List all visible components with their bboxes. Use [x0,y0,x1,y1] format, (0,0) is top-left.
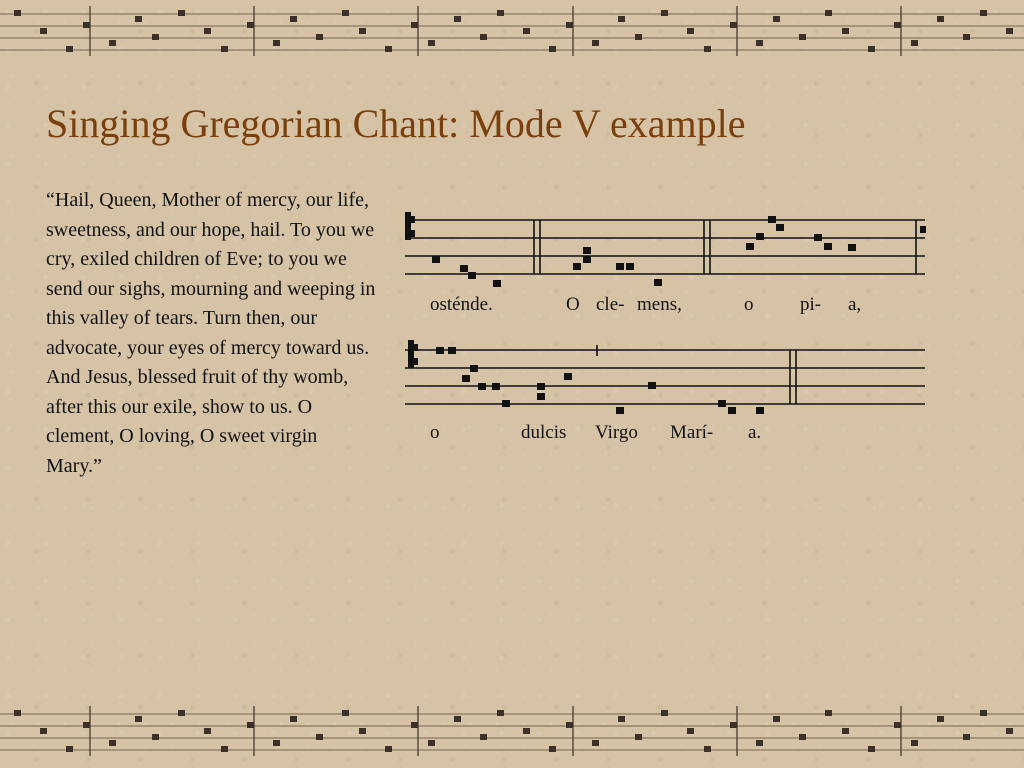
decorative-note [963,34,970,40]
salve-regina-translation: “Hail, Queen, Mother of mercy, our life, sweetness, and our hope, hail. To you we cry, exiled children of Eve; to you we send our sighs, mourning and weeping in this valley of tears. Turn then, our advocate, your eyes of mercy toward us. And Jesus, blessed fruit of thy womb, after this our exile, show to us. O clement, O loving, O sweet virgin Mary.” [46,189,376,477]
decorative-note [704,46,711,52]
decorative-note [109,740,116,746]
decorative-note [152,734,159,740]
decorative-staff-border-top [0,0,1024,68]
decorative-note [66,746,73,752]
decorative-note [523,28,530,34]
lyric-syllable: o [744,294,754,315]
decorative-note [316,734,323,740]
decorative-note [592,740,599,746]
decorative-note [109,40,116,46]
decorative-note [178,710,185,716]
decorative-note [635,34,642,40]
decorative-note [454,16,461,22]
lyric-syllable: pi- [800,294,822,315]
decorative-note [411,722,418,728]
lyric-syllable: O [566,294,580,315]
clef-icon [405,212,415,240]
decorative-note [756,740,763,746]
decorative-note [894,722,901,728]
staff-line-1 [405,220,925,274]
decorative-note [221,46,228,52]
lyric-syllable: o [430,422,440,443]
staff-line-2 [405,350,925,404]
decorative-note [204,28,211,34]
decorative-note [704,746,711,752]
decorative-note [273,740,280,746]
lyric-syllable: Virgo [595,422,638,443]
decorative-note [359,28,366,34]
lyric-syllable: a, [848,294,862,315]
decorative-note [868,746,875,752]
decorative-note [592,40,599,46]
decorative-note [359,728,366,734]
decorative-note [247,722,254,728]
decorative-note [14,10,21,16]
page-title: Singing Gregorian Chant: Mode V example [46,101,746,146]
decorative-note [273,40,280,46]
decorative-note [566,22,573,28]
decorative-note [411,22,418,28]
decorative-note [825,10,832,16]
decorative-note [687,728,694,734]
decorative-note [566,722,573,728]
decorative-note [773,716,780,722]
decorative-note [980,710,987,716]
decorative-note [911,40,918,46]
decorative-note [342,10,349,16]
decorative-note [549,746,556,752]
decorative-note [773,16,780,22]
decorative-note [523,728,530,734]
decorative-note [14,710,21,716]
decorative-note [316,34,323,40]
lyric-syllable: mens, [637,294,682,315]
decorative-note [83,22,90,28]
decorative-note [1006,28,1013,34]
decorative-staff-border-bottom [0,700,1024,768]
lyric-syllable: dulcis [521,422,567,443]
decorative-note [152,34,159,40]
decorative-note [842,728,849,734]
decorative-note [756,40,763,46]
decorative-note [963,734,970,740]
decorative-note [428,740,435,746]
decorative-note [894,22,901,28]
decorative-note [1006,728,1013,734]
decorative-note [40,28,47,34]
decorative-note [385,46,392,52]
decorative-note [497,10,504,16]
decorative-note [937,716,944,722]
decorative-note [290,716,297,722]
decorative-note [480,734,487,740]
lyric-syllable: osténde. [430,294,493,315]
decorative-note [730,22,737,28]
decorative-note [661,10,668,16]
lyric-syllable: a. [748,422,762,443]
decorative-note [980,10,987,16]
decorative-note [454,716,461,722]
decorative-note [385,746,392,752]
decorative-note [825,710,832,716]
decorative-note [135,716,142,722]
decorative-note [868,46,875,52]
decorative-note [635,734,642,740]
decorative-note [342,710,349,716]
decorative-note [221,746,228,752]
decorative-note [480,34,487,40]
decorative-note [66,46,73,52]
decorative-note [83,722,90,728]
neumes-line-1 [432,216,926,287]
decorative-note [290,16,297,22]
chant-notation [400,200,930,450]
decorative-note [799,34,806,40]
decorative-note [135,16,142,22]
decorative-note [661,710,668,716]
decorative-note [178,10,185,16]
decorative-note [247,22,254,28]
decorative-note [204,728,211,734]
decorative-note [730,722,737,728]
lyric-syllable: Marí- [670,422,714,443]
lyric-syllable: cle- [596,294,625,315]
decorative-note [799,734,806,740]
decorative-note [40,728,47,734]
decorative-note [497,710,504,716]
clef-icon [408,340,418,368]
decorative-note [911,740,918,746]
decorative-note [687,28,694,34]
decorative-note [618,16,625,22]
decorative-note [549,46,556,52]
decorative-note [618,716,625,722]
decorative-note [428,40,435,46]
decorative-note [842,28,849,34]
decorative-note [937,16,944,22]
